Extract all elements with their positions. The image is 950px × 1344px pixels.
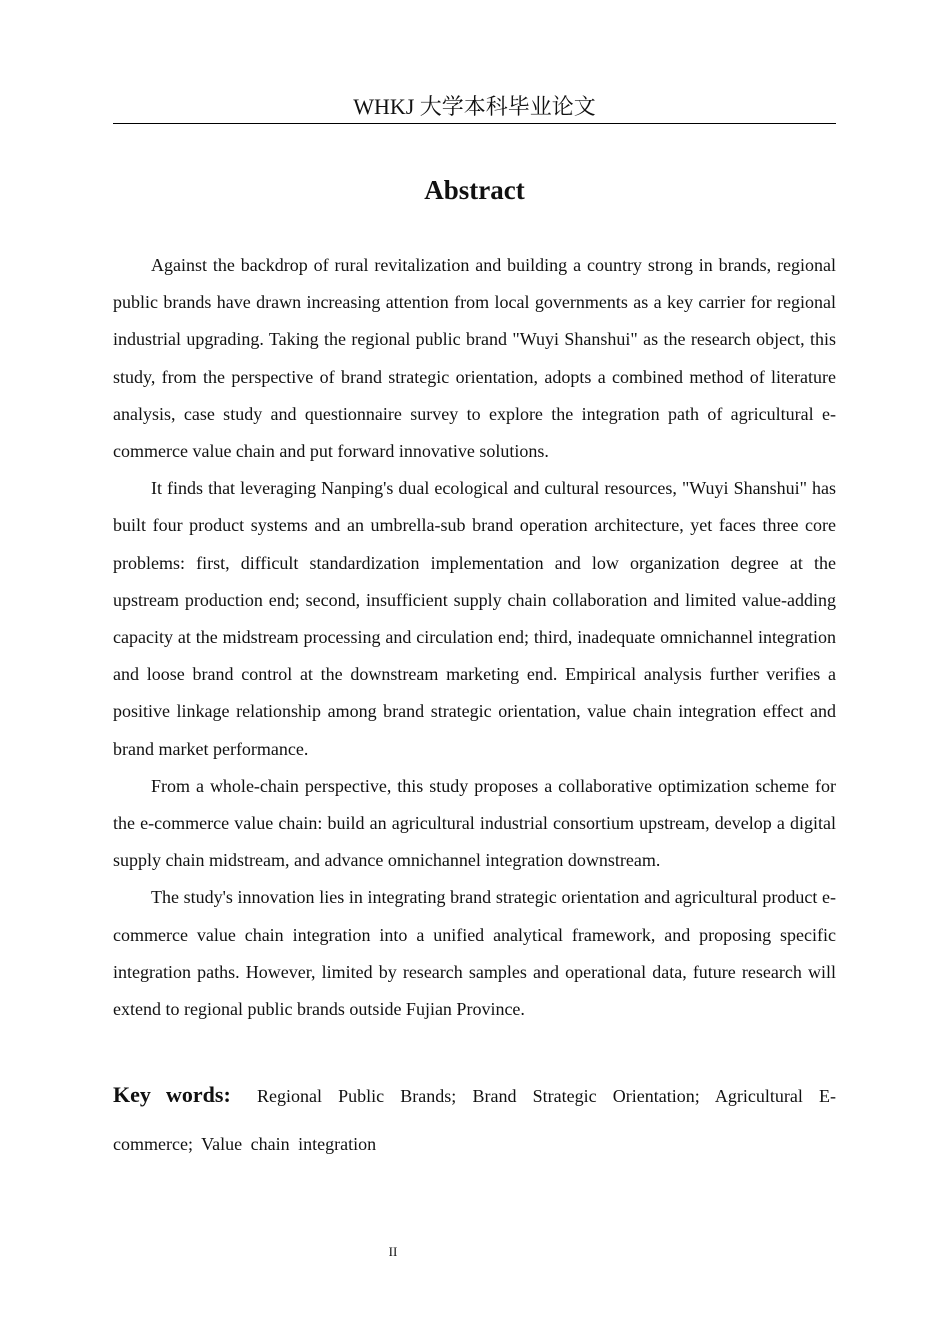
keyword-item: Brand Strategic Orientation; [472, 1086, 700, 1106]
keyword-item: Regional Public Brands; [256, 1086, 457, 1106]
page-header [113, 92, 836, 124]
header-title: WHKJ 大学本科毕业论文 [353, 94, 596, 119]
keywords-section [113, 1071, 836, 1168]
abstract-body [113, 247, 836, 1028]
abstract-title: Abstract [424, 175, 525, 205]
keyword-item: Value chain integration [201, 1134, 377, 1154]
keywords-label: Key words: [113, 1082, 231, 1107]
page-number: II [388, 1244, 398, 1259]
abstract-paragraph-1: Against the backdrop of rural revitalization and building a country strong in brands, regional public brands have drawn increasing attention from local governments as a key carrier for regional industrial upgrading. Taking the regional public brand "Wuyi Shanshui" as the research object, this study, from the perspective of brand strategic orientation, adopts a combined method of literature analysis, case study and questionnaire survey to explore the integration path of agricultural e-commerce value chain and put forward innovative solutions. [113, 255, 836, 462]
abstract-paragraph-3: From a whole-chain perspective, this study proposes a collaborative optimization scheme for the e-commerce value chain: build an agricultural industrial consortium upstream, develop a digital supply chain midstream, and advance omnichannel integration downstream. [113, 775, 836, 871]
abstract-paragraph-4: The study's innovation lies in integrating brand strategic orientation and agricultural product e-commerce value chain integration into a unified analytical framework, and proposing specific integration paths. However, limited by research samples and operational data, future research will extend to regional public brands outside Fujian Province. [113, 887, 836, 1020]
keyword-item: Agricultural E-commerce; [113, 1086, 837, 1154]
abstract-paragraph-2: It finds that leveraging Nanping's dual ecological and cultural resources, "Wuyi Shanshui" has built four product systems and an umbrella-sub brand operation architecture, yet faces three core problems: first, difficult standardization implementation and low organization degree at the upstream production end; second, insufficient supply chain collaboration and limited value-adding capacity at the midstream processing and circulation end; third, inadequate omnichannel integration and loose brand control at the downstream marketing end. Empirical analysis further verifies a positive linkage relationship among brand strategic orientation, value chain integration effect and brand market performance. [113, 478, 836, 759]
